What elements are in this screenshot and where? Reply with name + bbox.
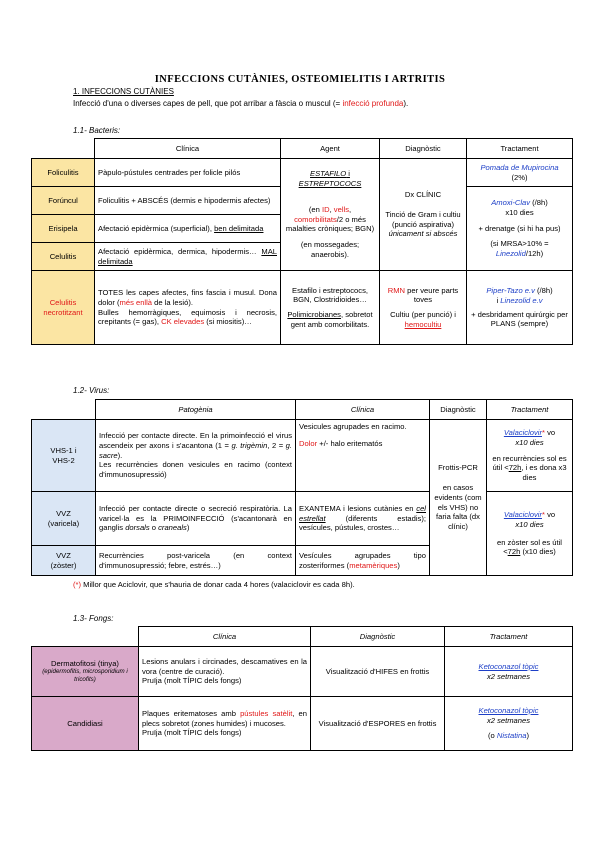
- forunculo-clinica: Foliculitis + ABSCÉS (dermis e hipodermis afectes): [95, 187, 281, 215]
- vvz-patogenia: Infecció per contacte directe o secreció respiratòria. La varicel·la es la PRIMOINFECCIÓ (s'acantonarà en ganglis dorsals o craneals): [96, 492, 296, 546]
- col-header-clinica: Clínica: [296, 400, 430, 420]
- necrotitzant-diagnostic: RMN per veure parts toves Cultiu (per punció) i hemocultiu: [380, 271, 467, 345]
- virus-table: [31, 399, 573, 576]
- foliculitis-tractament: Pomada de Mupirocina (2%): [467, 159, 573, 187]
- col-header-diagnostic: Diagnòstic: [311, 627, 445, 647]
- row-label-dermatofitosi: Dermatofitosi (tinya) (epidermofitis, microsporidium i tricofits): [32, 647, 139, 697]
- col-header-diagnostic: Diagnòstic: [430, 400, 487, 420]
- col-header-clinica: Clínica: [95, 139, 281, 159]
- col-header-agent: Agent: [281, 139, 380, 159]
- row-label-necrotitzant: Celulitis necrotitzant: [32, 271, 95, 345]
- fongs-table: [31, 626, 573, 751]
- zoster-clinica: Vesícules agrupades tipo zosteriformes (metamèriques): [296, 546, 430, 576]
- row-label-forunculo: Forúncul: [32, 187, 95, 215]
- zoster-patogenia: Recurrències post-varicela (en context d'immunosupressió; febre, estrés…): [96, 546, 296, 576]
- col-header-diagnostic: Diagnòstic: [380, 139, 467, 159]
- vhs-tractament: Valaciclovir* vo x10 dies en recurrències sol es útil <72h, i es dona x3 dies: [487, 420, 573, 492]
- bacteris-table: [31, 138, 573, 345]
- row-label-foliculitis: Foliculitis: [32, 159, 95, 187]
- col-header-clinica: Clínica: [139, 627, 311, 647]
- footnote: (*) Millor que Aciclovir, que s'hauria de donar cada 4 hores (valaciclovir es cada 8h).: [73, 580, 355, 589]
- diagnostic-cell: Dx CLÍNIC Tinció de Gram i cultiu (punció aspirativa) únicament si abscés: [380, 159, 467, 271]
- col-header-tractament: Tractament: [467, 139, 573, 159]
- row-label-erisipela: Erisipela: [32, 215, 95, 243]
- candidiasi-diagnostic: Visualització d'ESPORES en frottis: [311, 697, 445, 751]
- bacteris-subtitle: 1.1- Bacteris:: [73, 126, 121, 135]
- candidiasi-tractament: Ketoconazol tòpic x2 setmanes (o Nistatina): [445, 697, 573, 751]
- virus-subtitle: 1.2- Virus:: [73, 386, 110, 395]
- necrotitzant-tractament: Piper-Tazo e.v (/8h) i Linezolid e.v + desbridament quirúrgic per PLANS (sempre): [467, 271, 573, 345]
- vvz-clinica: EXANTEMA i lesions cutànies en cel estrellat (diferents estadis); vesícules, pústules, crostes…: [296, 492, 430, 546]
- virus-diagnostic-cell: Frottis-PCR en casos evidents (com els VHS) no faria falta (dx clínic): [430, 420, 487, 576]
- row-label-candidiasi: Candidiasi: [32, 697, 139, 751]
- tractament-cell: Amoxi-Clav (/8h) x10 dies + drenatge (si hi ha pus) (si MRSA>10% = Linezolid/12h): [467, 187, 573, 271]
- vhs-clinica: Vesicules agrupades en racimo. Dolor +/- halo eritematós: [296, 420, 430, 492]
- agent-cell: ESTAFILO i ESTREPTOCOCS (en ID, vells, comorbilitats/2 o més malalties cròniques; BGN) (en mossegades; anaerobis).: [281, 159, 380, 271]
- row-label-vvz-zoster: VVZ (zòster): [32, 546, 96, 576]
- section-heading: 1. INFECCIONS CUTÀNIES: [73, 87, 174, 96]
- necrotitzant-agent: Estafilo i estreptococs, BGN, Clostridioides… Polimicrobianes, sobretot gent amb comorbilitats.: [281, 271, 380, 345]
- erisipela-clinica: Afectació epidèrmica (superficial), ben delimitada: [95, 215, 281, 243]
- dermatofitosi-diagnostic: Visualització d'HIFES en frottis: [311, 647, 445, 697]
- vvz-tractament: Valaciclovir* vo x10 dies en zòster sol es útil <72h (x10 dies): [487, 492, 573, 576]
- page-title: INFECCIONS CUTÀNIES, OSTEOMIELITIS I ARTRITIS: [154, 74, 446, 85]
- dermatofitosi-clinica: Lesions anulars i circinades, descamatives en la vora (centre de curació). Pruïja (molt TÍPIC dels fongs): [139, 647, 311, 697]
- fongs-subtitle: 1.3- Fongs:: [73, 614, 114, 623]
- col-header-patogenia: Patogènia: [96, 400, 296, 420]
- candidiasi-clinica: Plaques eritematoses amb pústules satèlit, en plecs sobretot (zones humides) i mucoses. Pruïja (molt TÍPIC dels fongs): [139, 697, 311, 751]
- row-label-celulitis: Celulitis: [32, 243, 95, 271]
- col-header-tractament: Tractament: [445, 627, 573, 647]
- foliculitis-clinica: Pàpulo-pústules centrades per folicle pilós: [95, 159, 281, 187]
- dermatofitosi-tractament: Ketoconazol tòpic x2 setmanes: [445, 647, 573, 697]
- section-intro: Infecció d'una o diverses capes de pell, que pot arribar a fàscia o muscul (= infecció profunda).: [73, 99, 409, 108]
- row-label-vhs: VHS-1 i VHS-2: [32, 420, 96, 492]
- vhs-patogenia: Infecció per contacte directe. En la primoinfecció el virus ascendeix per axons i s'acantona (1 = g. trigèmin, 2 = g. sacre). Les recurrències donen vesicules en racimo (context d'immunosupressió): [96, 420, 296, 492]
- row-label-vvz-varicela: VVZ (varicela): [32, 492, 96, 546]
- celulitis-clinica: Afectació epidèrmica, dermica, hipodermis… MAL delimitada: [95, 243, 281, 271]
- necrotitzant-clinica: TOTES les capes afectes, fins fascia i musul. Dona dolor (més enllà de la lesió). Bulles hemorràgiques, equimosis i necrosis, crepitants (= gas), CK elevades (si miositis)…: [95, 271, 281, 345]
- col-header-tractament: Tractament: [487, 400, 573, 420]
